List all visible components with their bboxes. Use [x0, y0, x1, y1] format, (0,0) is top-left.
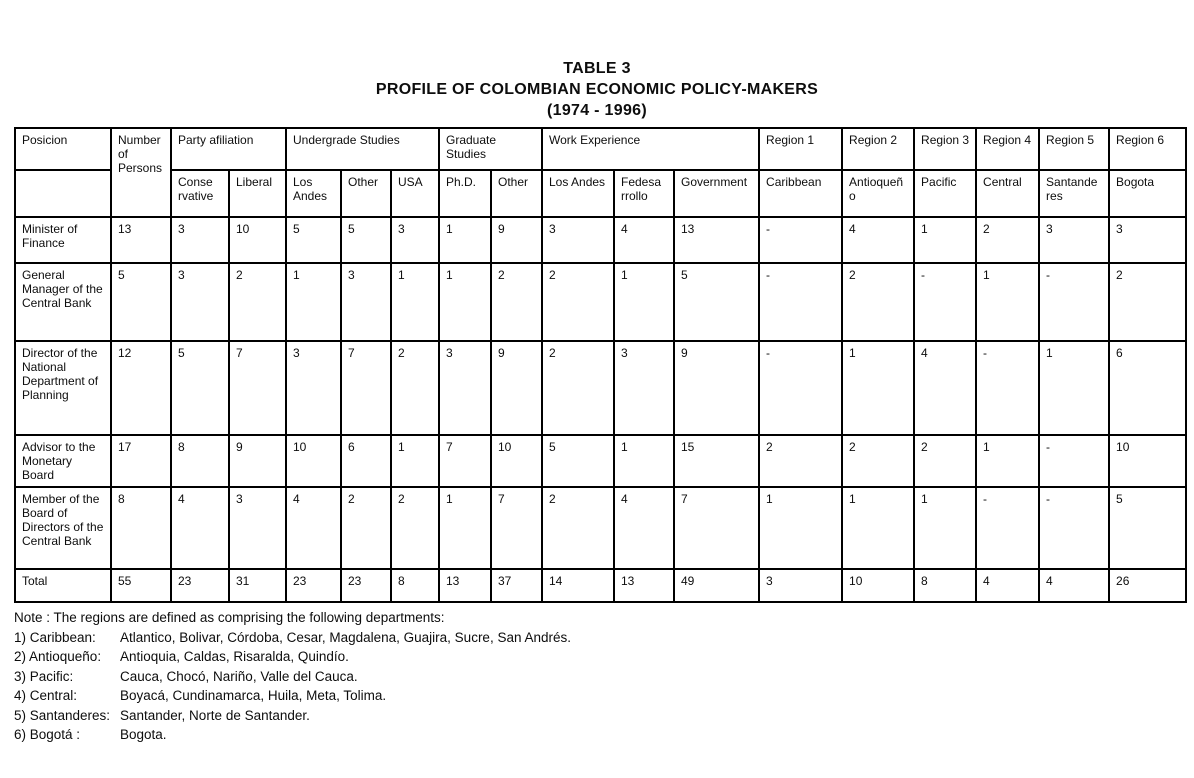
note-label: 1) Caribbean:: [14, 629, 96, 645]
value-cell: 1: [614, 263, 674, 341]
col-header-fedesarrollo: Fedesa rrollo: [614, 170, 674, 217]
table-body: [15, 217, 1186, 602]
value-cell: 3: [1109, 217, 1186, 263]
value-cell: 3: [171, 263, 229, 341]
value-cell: 2: [229, 263, 286, 341]
value-cell: -: [1039, 263, 1109, 341]
value-cell: 2: [341, 487, 391, 569]
value-cell: 3: [439, 341, 491, 435]
value-cell: 2: [914, 435, 976, 487]
note-item-bogota: [14, 725, 1194, 745]
position-cell: Member of the Board of Directors of the Central Bank: [15, 487, 111, 569]
value-cell: -: [1039, 435, 1109, 487]
value-cell: -: [1039, 487, 1109, 569]
value-cell: 3: [229, 487, 286, 569]
value-cell: 6: [1109, 341, 1186, 435]
value-cell: 13: [111, 217, 171, 263]
value-cell: 9: [229, 435, 286, 487]
value-cell: 14: [542, 569, 614, 602]
value-cell: 1: [842, 341, 914, 435]
note-text: Boyacá, Cundinamarca, Huila, Meta, Tolima.: [120, 688, 387, 703]
value-cell: 1: [914, 217, 976, 263]
value-cell: 31: [229, 569, 286, 602]
group-header-graduate-studies: Graduate Studies: [439, 128, 542, 170]
value-cell: 17: [111, 435, 171, 487]
table-title: PROFILE OF COLOMBIAN ECONOMIC POLICY-MAKERS: [375, 81, 819, 98]
note-item-pacific: [14, 667, 1194, 687]
col-header-other-undergrad: Other: [341, 170, 391, 217]
col-header-usa: USA: [391, 170, 439, 217]
value-cell: 10: [286, 435, 341, 487]
note-text: Bogota.: [120, 727, 167, 742]
table-row: [15, 435, 1186, 487]
value-cell: 4: [286, 487, 341, 569]
note-header: Note : The regions are defined as comprising the following departments:: [14, 610, 445, 625]
value-cell: 1: [1039, 341, 1109, 435]
table-row: [15, 341, 1186, 435]
value-cell: -: [976, 487, 1039, 569]
value-cell: 3: [286, 341, 341, 435]
value-cell: 1: [976, 435, 1039, 487]
value-cell: 13: [439, 569, 491, 602]
value-cell: 5: [286, 217, 341, 263]
note-item-santanderes: [14, 706, 1194, 726]
note-label: 4) Central:: [14, 688, 78, 703]
table-header: [15, 128, 1186, 217]
group-header-undergrade-studies: Undergrade Studies: [286, 128, 439, 170]
note-label: 2) Antioqueño:: [14, 649, 102, 664]
value-cell: 4: [1039, 569, 1109, 602]
col-header-conservative: Conse rvative: [171, 170, 229, 217]
group-header-region-2: Region 2: [842, 128, 914, 170]
group-header-region-4: Region 4: [976, 128, 1039, 170]
col-header-liberal: Liberal: [229, 170, 286, 217]
value-cell: 2: [542, 341, 614, 435]
value-cell: 1: [759, 487, 842, 569]
note-label: 3) Pacific:: [14, 668, 74, 684]
note-item-antioqueno: [14, 647, 1194, 667]
value-cell: 8: [111, 487, 171, 569]
value-cell: 2: [842, 263, 914, 341]
table-row: [15, 263, 1186, 341]
note-text: Atlantico, Bolivar, Córdoba, Cesar, Magdalena, Guajira, Sucre, San Andrés.: [120, 629, 571, 645]
value-cell: 13: [614, 569, 674, 602]
value-cell: 3: [759, 569, 842, 602]
col-header-los-andes-work: Los Andes: [542, 170, 614, 217]
value-cell: 15: [674, 435, 759, 487]
value-cell: -: [759, 341, 842, 435]
group-header-region-1: Region 1: [759, 128, 842, 170]
value-cell: 5: [171, 341, 229, 435]
position-cell: Minister of Finance: [15, 217, 111, 263]
total-row: [15, 569, 1186, 602]
value-cell: 2: [491, 263, 542, 341]
value-cell: 3: [341, 263, 391, 341]
value-cell: 12: [111, 341, 171, 435]
value-cell: 2: [391, 341, 439, 435]
col-header-number-of-persons: Number of Persons: [111, 128, 171, 217]
value-cell: 2: [759, 435, 842, 487]
table-number: TABLE 3: [563, 60, 631, 77]
value-cell: -: [914, 263, 976, 341]
value-cell: 3: [542, 217, 614, 263]
value-cell: 1: [976, 263, 1039, 341]
note-text: Cauca, Chocó, Nariño, Valle del Cauca.: [120, 668, 358, 684]
value-cell: 8: [171, 435, 229, 487]
value-cell: -: [759, 217, 842, 263]
value-cell: 1: [614, 435, 674, 487]
value-cell: -: [759, 263, 842, 341]
value-cell: 4: [842, 217, 914, 263]
value-cell: 10: [491, 435, 542, 487]
position-cell: Total: [15, 569, 111, 602]
col-header-pacific: Pacific: [914, 170, 976, 217]
value-cell: 26: [1109, 569, 1186, 602]
value-cell: 4: [614, 487, 674, 569]
note-item-central: [14, 686, 1194, 706]
value-cell: 8: [914, 569, 976, 602]
group-header-work-experience: Work Experience: [542, 128, 759, 170]
col-header-phd: Ph.D.: [439, 170, 491, 217]
value-cell: 7: [341, 341, 391, 435]
value-cell: 4: [614, 217, 674, 263]
value-cell: 1: [439, 263, 491, 341]
note-label: 5) Santanderes:: [14, 707, 111, 723]
value-cell: 37: [491, 569, 542, 602]
value-cell: 9: [674, 341, 759, 435]
table-subtitle: (1974 - 1996): [547, 102, 647, 119]
group-header-region-6: Region 6: [1109, 128, 1186, 170]
col-header-los-andes-undergrad: Los Andes: [286, 170, 341, 217]
value-cell: 3: [171, 217, 229, 263]
position-cell: Director of the National Department of Planning: [15, 341, 111, 435]
value-cell: 55: [111, 569, 171, 602]
value-cell: 4: [976, 569, 1039, 602]
value-cell: 7: [229, 341, 286, 435]
value-cell: 7: [491, 487, 542, 569]
value-cell: 10: [842, 569, 914, 602]
value-cell: 1: [914, 487, 976, 569]
value-cell: 2: [542, 263, 614, 341]
value-cell: 10: [1109, 435, 1186, 487]
value-cell: 10: [229, 217, 286, 263]
value-cell: 3: [614, 341, 674, 435]
value-cell: 1: [842, 487, 914, 569]
group-header-party-afiliation: Party afiliation: [171, 128, 286, 170]
value-cell: 3: [1039, 217, 1109, 263]
value-cell: 8: [391, 569, 439, 602]
value-cell: 5: [111, 263, 171, 341]
value-cell: 2: [1109, 263, 1186, 341]
value-cell: 1: [439, 487, 491, 569]
value-cell: 5: [1109, 487, 1186, 569]
value-cell: 23: [171, 569, 229, 602]
col-header-caribbean: Caribbean: [759, 170, 842, 217]
value-cell: 1: [286, 263, 341, 341]
value-cell: 9: [491, 217, 542, 263]
posicion-subheader-empty: [15, 170, 111, 217]
notes-section: [14, 608, 1194, 745]
note-text: Antioquia, Caldas, Risaralda, Quindío.: [120, 649, 349, 664]
value-cell: 4: [171, 487, 229, 569]
value-cell: 5: [674, 263, 759, 341]
col-header-bogota: Bogota: [1109, 170, 1186, 217]
header-group-row: [15, 128, 1186, 170]
note-text: Santander, Norte de Santander.: [120, 707, 310, 723]
value-cell: 2: [976, 217, 1039, 263]
value-cell: 7: [674, 487, 759, 569]
value-cell: 2: [391, 487, 439, 569]
table-row: [15, 487, 1186, 569]
position-cell: Advisor to the Monetary Board: [15, 435, 111, 487]
col-header-government: Government: [674, 170, 759, 217]
header-sub-row: [15, 170, 1186, 217]
col-header-central: Central: [976, 170, 1039, 217]
value-cell: 2: [542, 487, 614, 569]
value-cell: 4: [914, 341, 976, 435]
group-header-region-3: Region 3: [914, 128, 976, 170]
value-cell: 7: [439, 435, 491, 487]
value-cell: 49: [674, 569, 759, 602]
value-cell: 3: [391, 217, 439, 263]
col-header-posicion: Posicion: [15, 128, 111, 170]
value-cell: 6: [341, 435, 391, 487]
value-cell: 1: [391, 435, 439, 487]
table-row: [15, 217, 1186, 263]
value-cell: 1: [439, 217, 491, 263]
value-cell: 5: [542, 435, 614, 487]
value-cell: 23: [341, 569, 391, 602]
value-cell: 2: [842, 435, 914, 487]
value-cell: 9: [491, 341, 542, 435]
col-header-santanderes: Santande res: [1039, 170, 1109, 217]
note-item-caribbean: [14, 628, 1194, 648]
position-cell: General Manager of the Central Bank: [15, 263, 111, 341]
note-label: 6) Bogotá :: [14, 727, 81, 742]
value-cell: 5: [341, 217, 391, 263]
col-header-antioqueno: Antioqueño: [842, 170, 914, 217]
value-cell: 23: [286, 569, 341, 602]
group-header-region-5: Region 5: [1039, 128, 1109, 170]
value-cell: -: [976, 341, 1039, 435]
title-block: [17, 58, 1177, 121]
value-cell: 1: [391, 263, 439, 341]
col-header-other-graduate: Other: [491, 170, 542, 217]
policy-makers-table: [14, 127, 1187, 603]
value-cell: 13: [674, 217, 759, 263]
